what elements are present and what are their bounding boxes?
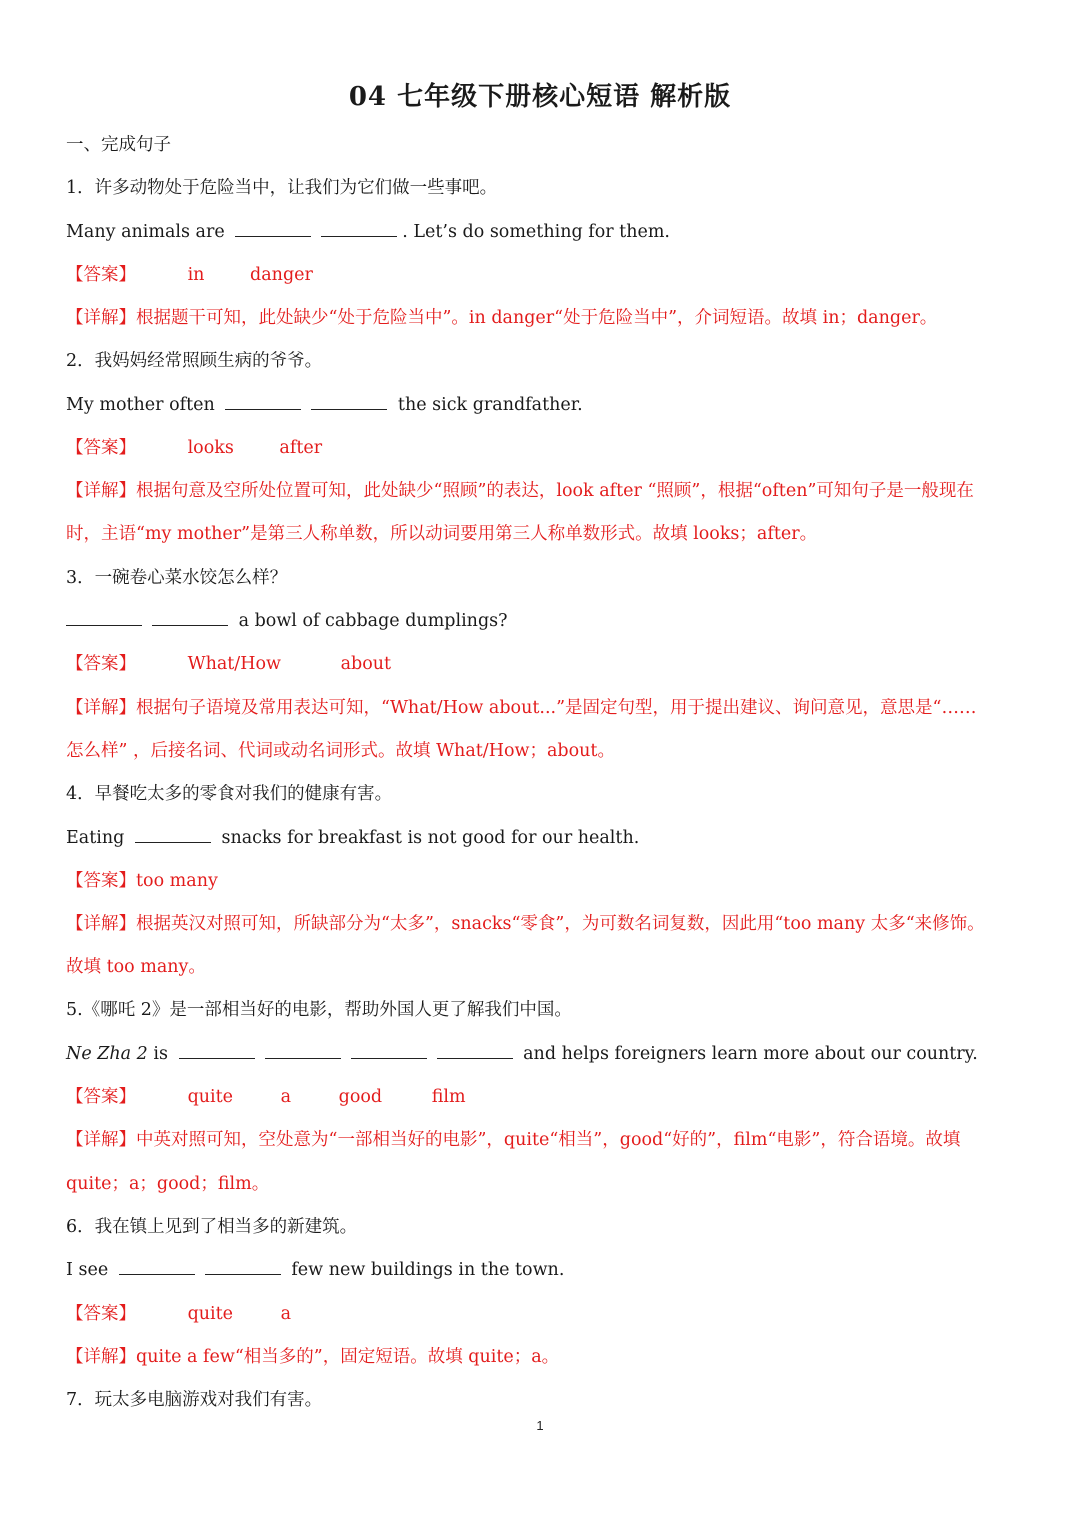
- answer-label: 【答案】: [66, 438, 136, 458]
- question-5-text-after: and helps foreigners learn more about our country.: [523, 1044, 978, 1064]
- answer-blank: [119, 1260, 195, 1275]
- question-2-chinese: 2．我妈妈经常照顾生病的爷爷。: [66, 351, 323, 371]
- question-4-chinese: 4．早餐吃太多的零食对我们的健康有害。: [66, 784, 393, 804]
- question-5-chinese: 5.《哪吒 2》是一部相当好的电影，帮助外国人更了解我们中国。: [66, 1000, 572, 1020]
- explain-text: quite a few“相当多的”，固定短语。故填 quite；a。: [136, 1347, 560, 1367]
- explain-label: 【详解】: [66, 308, 136, 328]
- question-3-english: [66, 609, 1020, 633]
- answer-word: film: [431, 1087, 466, 1107]
- answer-blank: [235, 222, 311, 237]
- question-3-answer: [66, 652, 1020, 676]
- answer-label: 【答案】: [66, 1087, 136, 1107]
- answer-label: 【答案】: [66, 1304, 136, 1324]
- question-5-text-before: is: [153, 1044, 168, 1064]
- explain-label: 【详解】: [66, 914, 136, 934]
- question-2-text-before: My mother often: [66, 395, 215, 415]
- question-5-explanation-line1: [66, 1128, 1020, 1152]
- question-6-text-after: few new buildings in the town.: [291, 1260, 565, 1280]
- question-4-explanation-line1: [66, 912, 1020, 936]
- question-4-explanation-line2: 故填 too many。: [66, 957, 206, 977]
- answer-blank: [179, 1044, 255, 1059]
- question-1-english: [66, 220, 1020, 244]
- explain-label: 【详解】: [66, 1347, 136, 1367]
- answer-blank: [321, 222, 397, 237]
- explain-text: 根据句子语境及常用表达可知，“What/How about...”是固定句型，用于提出建议、询问意见，意思是“……: [136, 698, 977, 718]
- answer-word: looks: [187, 438, 234, 458]
- answer-word: good: [338, 1087, 383, 1107]
- question-1-text-after: . Let’s do something for them.: [402, 222, 670, 242]
- question-7-chinese: 7．玩太多电脑游戏对我们有害。: [66, 1390, 323, 1410]
- answer-word: about: [340, 654, 392, 674]
- question-1-explanation: [66, 306, 1020, 330]
- answer-word: quite: [187, 1087, 234, 1107]
- page-number: 1: [536, 1418, 544, 1433]
- explain-label: 【详解】: [66, 1130, 136, 1150]
- answer-word: after: [279, 438, 323, 458]
- question-1-text-before: Many animals are: [66, 222, 225, 242]
- question-3-explanation-line2: 怎么样” ，后接名词、代词或动名词形式。故填 What/How；about。: [66, 741, 615, 761]
- answer-label: 【答案】: [66, 654, 136, 674]
- question-2-explanation-line2: 时，主语“my mother”是第三人称单数，所以动词要用第三人称单数形式。故填 looks；after。: [66, 524, 818, 544]
- movie-title: Ne Zha 2: [66, 1044, 148, 1064]
- question-5-answer: [66, 1085, 1020, 1109]
- question-5-explanation-line2: quite；a；good；film。: [66, 1174, 270, 1194]
- answer-word: too many: [136, 871, 218, 891]
- question-4-text-before: Eating: [66, 828, 125, 848]
- explain-text: 根据英汉对照可知，所缺部分为“太多”，snacks“零食”，为可数名词复数，因此用“too many 太多“来修饰。: [136, 914, 985, 934]
- answer-label: 【答案】: [66, 265, 136, 285]
- answer-blank: [66, 611, 142, 626]
- answer-word: What/How: [187, 654, 281, 674]
- page-title: 04 七年级下册核心短语 解析版: [348, 82, 732, 112]
- answer-word: quite: [187, 1304, 234, 1324]
- answer-blank: [225, 395, 301, 410]
- section-heading: 一、完成句子: [66, 135, 171, 155]
- answer-blank: [205, 1260, 281, 1275]
- answer-word: a: [280, 1087, 292, 1107]
- answer-word: in: [187, 265, 205, 285]
- question-3-explanation-line1: [66, 696, 1020, 720]
- answer-blank: [311, 395, 387, 410]
- question-4-english: [66, 826, 1020, 850]
- explain-text: 根据句意及空所处位置可知，此处缺少“照顾”的表达，look after “照顾”，根据“often”可知句子是一般现在: [136, 481, 974, 501]
- question-2-english: [66, 393, 1020, 417]
- question-6-explanation: [66, 1345, 1020, 1369]
- answer-blank: [437, 1044, 513, 1059]
- question-6-chinese: 6．我在镇上见到了相当多的新建筑。: [66, 1217, 358, 1237]
- answer-word: danger: [250, 265, 313, 285]
- answer-word: a: [280, 1304, 292, 1324]
- question-2-text-after: the sick grandfather.: [397, 395, 583, 415]
- question-6-answer: [66, 1302, 1020, 1326]
- explain-label: 【详解】: [66, 481, 136, 501]
- question-2-explanation-line1: [66, 479, 1020, 503]
- question-4-text-after: snacks for breakfast is not good for our health.: [221, 828, 640, 848]
- question-1-chinese: 1．许多动物处于危险当中，让我们为它们做一些事吧。: [66, 178, 498, 198]
- explain-text: 中英对照可知，空处意为“一部相当好的电影”，quite“相当”，good“好的”，film“电影”，符合语境。故填: [136, 1130, 961, 1150]
- question-1-answer: [66, 263, 1020, 287]
- answer-blank: [152, 611, 228, 626]
- question-3-chinese: 3．一碗卷心菜水饺怎么样？: [66, 568, 288, 588]
- question-4-answer: [66, 869, 1020, 893]
- question-6-text-before: I see: [66, 1260, 109, 1280]
- question-3-text-after: a bowl of cabbage dumplings?: [238, 611, 508, 631]
- answer-label: 【答案】: [66, 871, 136, 891]
- answer-blank: [351, 1044, 427, 1059]
- answer-blank: [265, 1044, 341, 1059]
- question-6-english: [66, 1258, 1020, 1282]
- explain-label: 【详解】: [66, 698, 136, 718]
- question-2-answer: [66, 436, 1020, 460]
- question-5-english: [66, 1042, 1020, 1066]
- answer-blank: [135, 828, 211, 843]
- explain-text: 根据题干可知，此处缺少“处于危险当中”。in danger“处于危险当中”，介词短语。故填 in；danger。: [136, 308, 938, 328]
